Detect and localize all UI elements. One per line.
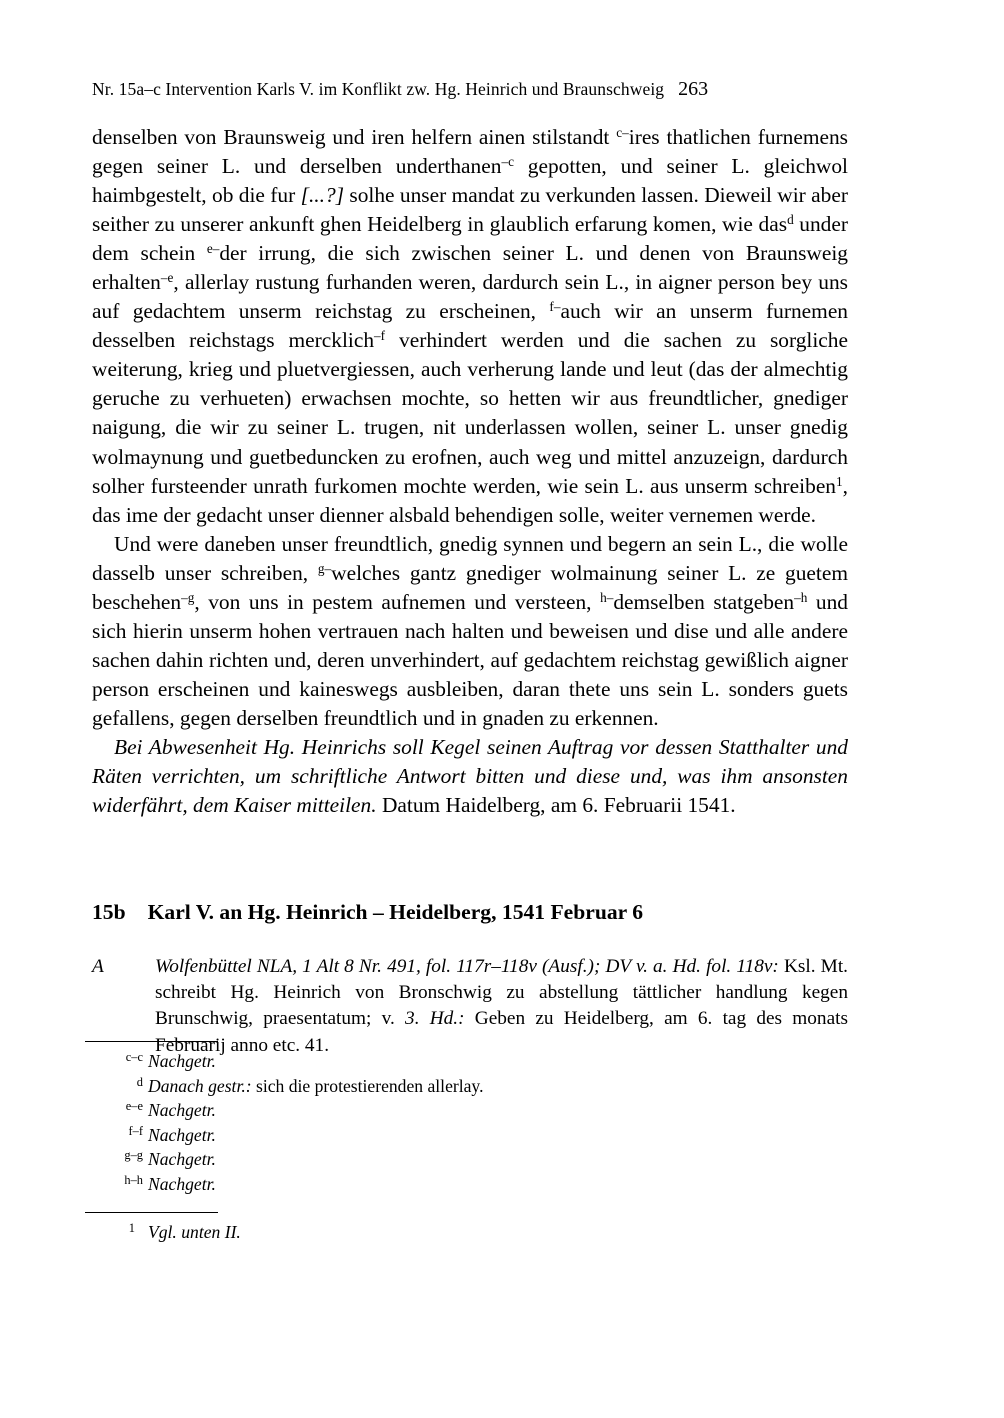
running-head (92, 78, 847, 100)
text-segment: gepotten, und seiner L. gleichwol haimbgestelt, ob die fur (92, 154, 848, 208)
text-segment: auch wir an unserm furnemen desselben reichstags mercklich (92, 299, 849, 353)
footnote-text: Vgl. unten II. (148, 1222, 241, 1242)
text-segment: und sich hierin unserm hohen vertrauen nach halten und beweisen und dise und alle andere sachen dahin richten und, deren unverhindert, auf gedachtem reichstag gewißlich aigner person erscheinen und kaineswegs ausbleiben, daran thete uns sein L. sonders guets gefallens, gegen derselben freundtlich und in gnaden zu erkennen. (92, 589, 849, 730)
apparatus-entry (85, 1123, 845, 1148)
apparatus-siglum: e–e (125, 1099, 143, 1114)
text-segment: ires thatlichen furnemens gegen seiner L. und derselben underthanen (92, 125, 848, 179)
source-siglum: A (92, 956, 104, 977)
apparatus-entry (85, 1172, 845, 1197)
variant-marker-e-open: e– (206, 241, 220, 257)
text-segment: demselben statgeben (613, 589, 795, 614)
text-segment: , allerlay rustung furhanden weren, dardurch sein L., in aigner person bey uns auf gedachtem unserm reichstag zu erscheinen, (92, 270, 848, 324)
variant-marker-f-open: f– (549, 299, 561, 315)
text-segment: verhindert werden und die sachen zu sorgliche weiterung, krieg und pluetvergiessen, auch verherung lande und leut (das der almechtig geruche zu verhueten) erwachsen mochte, so hetten wir aus freundtlicher, gnediger naigung, die wir zu seiner L. trugen, nit underlassen wollen, seiner L. unser gnedig wolmaynung und guetbeduncken zu erofnen, auch weg und mittel anzuzeign, dardurch solher fursteender unrath furkomen mochte werden, wie sein L. aus unserm schreiben (92, 328, 848, 498)
apparatus-siglum: g–g (124, 1148, 143, 1163)
section-heading (92, 898, 848, 926)
variant-marker-g-close: –g (181, 589, 195, 605)
variant-marker-h-close: –h (794, 589, 808, 605)
footnote-number: 1 (128, 1221, 135, 1235)
text-segment: solhe unser mandat zu verkunden lassen. Dieweil wir aber seither zu unserer ankunft ghen Heidelberg in glaublich erfarung komen, wie das (92, 183, 848, 237)
footnote-reference-1[interactable]: 1 (836, 473, 843, 489)
variant-marker-f-close: –f (374, 328, 386, 344)
variant-marker-c-close: –c (501, 154, 514, 170)
running-head-title: Nr. 15a–c Intervention Karls V. im Konflikt zw. Hg. Heinrich und Braunschweig (92, 79, 665, 99)
apparatus-siglum: h–h (124, 1172, 143, 1187)
apparatus-siglum: c–c (125, 1050, 143, 1064)
text-segment: , von uns in pestem aufnemen und versteen, (194, 589, 601, 614)
lacuna-marker: [...?] (300, 183, 345, 208)
variant-marker-c-open: c– (616, 125, 629, 141)
regest-paragraph (92, 733, 848, 820)
regest-dateline: Datum Haidelberg, am 6. Februarii 1541. (376, 793, 736, 818)
main-text-block (92, 123, 848, 820)
apparatus-entry (85, 1049, 845, 1074)
variant-marker-e-close: –e (160, 270, 174, 286)
variant-marker-g-open: g– (317, 560, 332, 576)
source-hand-note: 3. Hd.: (405, 1008, 465, 1030)
footnote-entry (85, 1220, 845, 1245)
variant-marker-d: d (787, 212, 794, 228)
footnote-section (85, 1212, 845, 1245)
apparatus-text: Nachgetr. (148, 1100, 216, 1121)
paragraph-und-were (92, 530, 848, 733)
text-segment: welches gantz gnediger wolmainung seiner L. ze guetem beschehen (92, 560, 848, 614)
text-segment: denselben von Braunsweig und iren helfern ainen stilstandt (92, 125, 617, 149)
apparatus-rule (85, 1041, 218, 1042)
apparatus-entry (85, 1074, 845, 1099)
paragraph-continuation (92, 123, 848, 530)
text-segment: der irrung, die sich zwischen seiner L. und denen von Braunsweig erhalten (92, 241, 848, 295)
footnote-rule (85, 1212, 218, 1213)
page-number: 263 (678, 78, 709, 100)
section-number: 15b (92, 900, 126, 924)
apparatus-entry (85, 1147, 845, 1172)
apparatus-entry (85, 1098, 845, 1123)
source-dating-clause: Geben zu Heidelberg, am 6. tag des monats Februarij anno etc. 41. (155, 1008, 848, 1056)
regest-summary: Bei Abwesenheit Hg. Heinrichs soll Kegel seinen Auftrag vor dessen Statthalter und Räten verrichten, um schriftliche Antwort bitten und diese und, was ihm ansonsten widerfährt, dem Kaiser mitteilen. (92, 734, 848, 818)
variant-marker-h-open: h– (600, 589, 614, 605)
apparatus-text-roman: sich die protestierenden allerlay. (251, 1075, 484, 1096)
text-segment: , das ime der gedacht unser dienner alsbald behendigen solle, weiter vernemen werde. (92, 473, 848, 527)
apparatus-text: Nachgetr. (148, 1149, 216, 1170)
critical-apparatus (85, 1041, 845, 1197)
section-title: Karl V. an Hg. Heinrich – Heidelberg, 1541 Februar 6 (147, 900, 644, 924)
text-segment: under dem schein (92, 212, 848, 266)
apparatus-text: Nachgetr. (148, 1051, 216, 1071)
apparatus-siglum: d (136, 1074, 143, 1089)
apparatus-text: Nachgetr. (148, 1124, 216, 1145)
source-shelfmark: Wolfenbüttel NLA, 1 Alt 8 Nr. 491, fol. 117r–118v (Ausf.); DV v. a. Hd. fol. 118v: (155, 956, 779, 977)
text-segment: Und were daneben unser freundtlich, gnedig synnen und begern an sein L., die wolle dasselb unser schreiben, (92, 531, 848, 585)
apparatus-text: Danach gestr.: (148, 1075, 252, 1096)
apparatus-siglum: f–f (128, 1123, 143, 1138)
apparatus-text: Nachgetr. (148, 1173, 216, 1194)
source-dorsal-note: Ksl. Mt. schreibt Hg. Heinrich von Bronschwig zu abstellung tättlicher handlung kegen Brunschwig, praesentatum; v. (155, 956, 848, 1030)
